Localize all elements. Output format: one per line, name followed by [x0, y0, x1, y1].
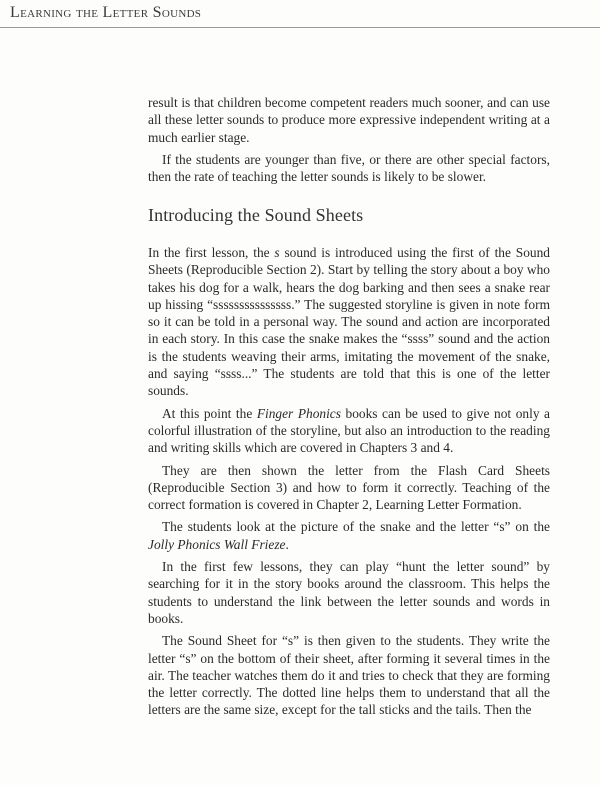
text-span: books can be used to give not only a colorful illustration of the storyline, but also an introduction to the reading and writing skills which are covered in Chapters 3 and 4.	[148, 405, 551, 456]
book-title: Finger Phonics	[256, 405, 341, 421]
header-rule	[0, 27, 600, 28]
paragraph	[148, 405, 550, 457]
paragraph	[148, 244, 550, 400]
italic-letter: s	[274, 245, 280, 260]
paragraph: In the first few lessons, they can play “hunt the letter sound” by searching for it in the story books around the classroom. This helps the students to understand the link between the letter sounds and words in books.	[148, 559, 550, 626]
paragraph: They are then shown the letter from the Flash Card Sheets (Reproducible Section 3) and how to form it correctly. Teaching of the correct formation is covered in Chapter 2, Learning Letter Formation.	[148, 462, 550, 513]
paragraph: If the students are younger than five, or there are other special factors, then the rate of teaching the letter sounds is likely to be slower.	[148, 151, 550, 185]
running-header: Learning the Letter Sounds	[10, 4, 202, 21]
book-title: Jolly Phonics Wall Frieze	[148, 536, 286, 552]
text-span: In the first lesson, the	[148, 245, 275, 260]
text-span: .	[285, 536, 289, 552]
paragraph-continuation: result is that children become competent readers much sooner, and can use all these letter sounds to produce more expressive independent writing at a much earlier stage.	[148, 95, 550, 145]
section-heading: Introducing the Sound Sheets	[148, 205, 364, 225]
text-span: The students look at the picture of the snake and the letter “s” on the	[162, 519, 550, 535]
paragraph	[148, 518, 550, 553]
section-text-block	[148, 244, 550, 719]
intro-text-block	[148, 94, 550, 185]
text-span: At this point the	[162, 405, 257, 421]
paragraph: The Sound Sheet for “s” is then given to the students. They write the letter “s” on the bottom of their sheet, after forming it several times in the air. The teacher watches them do it and tries to check that they are forming the letter correctly. The dotted line helps them to understand that all the letters are the same size, except for the tall sticks and the tails. Then the	[148, 633, 550, 718]
text-span: sound is introduced using the first of the Sound Sheets (Reproducible Section 2). Start by telling the story about a boy who takes his dog for a walk, hears the dog barking and then sees a snake rear up hissing “sssssssssssssss.” The suggested storyline is given in note form so it can be told in a personal way. The sound and action are incorporated in each story. In this case the snake makes the “ssss” sound and the action is the students weaving their arms, imitating the movement of the snake, and saying “ssss...” The students are told that this is one of the letter sounds.	[148, 245, 550, 399]
